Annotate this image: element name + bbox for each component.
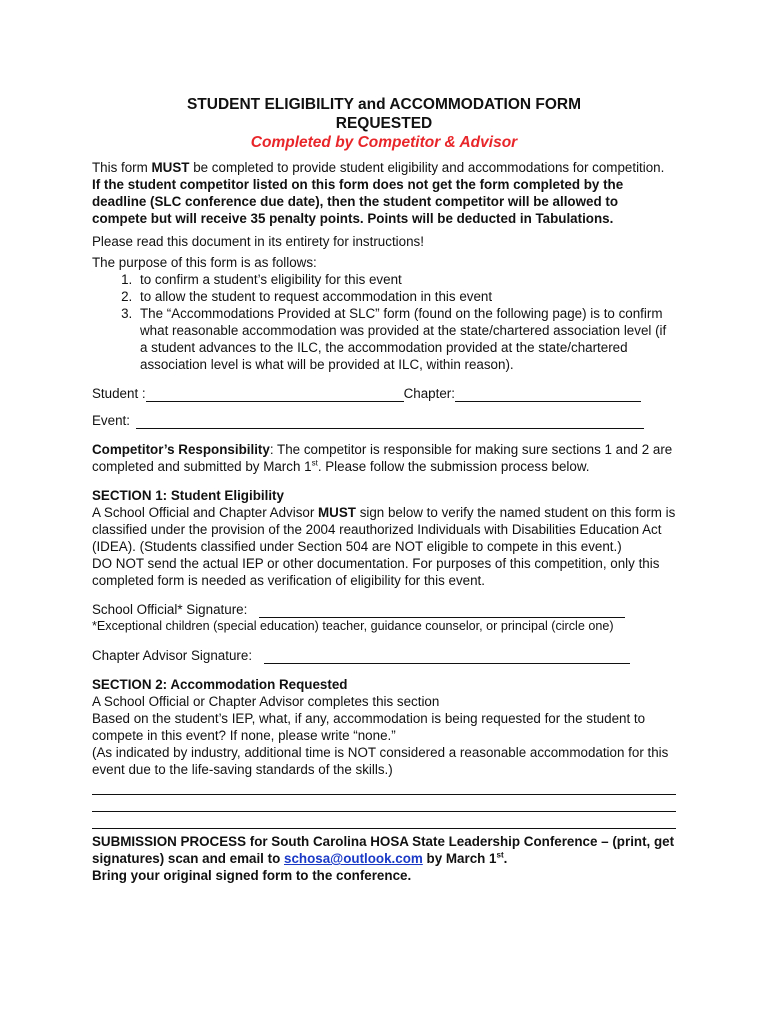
email-link[interactable]: schosa@outlook.com (284, 851, 423, 866)
section1-paragraph-2: DO NOT send the actual IEP or other documentation. For purposes of this competition, only this completed form is needed as verification of eligibility for this event. (92, 556, 660, 588)
purpose-list (92, 271, 676, 373)
intro-paragraph (92, 159, 676, 227)
responsibility-text-b: . Please follow the submission process below. (317, 459, 590, 474)
event-row (92, 412, 676, 429)
event-field[interactable] (136, 414, 644, 429)
purpose-item-2: 2. to allow the student to request accommodation in this event (136, 288, 676, 305)
responsibility-sup: st (311, 458, 318, 468)
section1-paragraph-1 (92, 504, 676, 555)
section1-must: MUST (318, 505, 356, 520)
submission-text-a: SUBMISSION PROCESS for South Carolina HOSA State Leadership Conference – (print, get signatures) scan and email to (92, 834, 675, 866)
official-note: *Exceptional children (special education) teacher, guidance counselor, or principal (circle one) (92, 619, 614, 633)
intro-warning: If the student competitor listed on this form does not get the form completed by the deadline (SLC conference due date), then the student competitor will be allowed to compete but will receive 35 penalty points. Points will be deducted in Tabulations. (92, 177, 624, 226)
student-chapter-row (92, 385, 676, 402)
intro-text-1: This form (92, 160, 152, 175)
purpose-item-1: 1. to confirm a student’s eligibility for this event (136, 271, 676, 288)
chapter-label: Chapter: (403, 386, 455, 401)
form-subtitle: Completed by Competitor & Advisor (250, 134, 518, 151)
submission-sup: st (496, 850, 504, 860)
accommodation-line-2[interactable] (92, 795, 676, 812)
form-page (92, 95, 676, 884)
section1-heading: SECTION 1: Student Eligibility (92, 488, 284, 503)
submission-paragraph (92, 833, 676, 867)
section1-text-a: A School Official and Chapter Advisor (92, 505, 319, 520)
section2-line-2: Based on the student’s IEP, what, if any, accommodation is being requested for the student to compete in this event? If none, please write “none.” (92, 711, 646, 743)
event-label: Event: (92, 413, 130, 428)
student-field[interactable] (146, 387, 404, 402)
advisor-signature-label: Chapter Advisor Signature: (92, 648, 253, 663)
intro-text-2: be completed to provide student eligibility and accommodations for competition. (189, 160, 665, 175)
purpose-item-3: 3. The “Accommodations Provided at SLC” form (found on the following page) is to confirm what reasonable accommodation was provided at the state/chartered association level (if a student advances to the ILC, the accommodation provided at the state/chartered association level is what will be provided at ILC, within reason). (136, 305, 676, 373)
student-label: Student : (92, 386, 146, 401)
submission-line-2: Bring your original signed form to the conference. (92, 868, 412, 883)
form-title (92, 95, 676, 133)
accommodation-line-1[interactable] (92, 778, 676, 795)
section2-line-1: A School Official or Chapter Advisor completes this section (92, 694, 440, 709)
advisor-signature-field[interactable] (264, 649, 630, 664)
official-signature-field[interactable] (259, 603, 625, 618)
title-line-2: REQUESTED (335, 115, 433, 132)
read-notice: Please read this document in its entirety for instructions! (92, 234, 424, 249)
accommodation-line-3[interactable] (92, 812, 676, 829)
section2-line-3: (As indicated by industry, additional time is NOT considered a reasonable accommodation for this event due to the life-saving standards of the skills.) (92, 745, 669, 777)
submission-text-b: by March 1 (422, 851, 497, 866)
advisor-signature-row (92, 647, 676, 664)
submission-text-c: . (503, 851, 508, 866)
intro-must: MUST (151, 160, 190, 175)
section1-text-b: sign below to verify the named student on this form is classified under the provision of the 2004 reauthorized Individuals with Disabilities Education Act (IDEA). (Students classified under Section 504 are NOT eligible to compete in this event.) (92, 505, 676, 554)
chapter-field[interactable] (455, 387, 641, 402)
title-line-1: STUDENT ELIGIBILITY and ACCOMMODATION FORM (186, 96, 582, 113)
responsibility-paragraph (92, 441, 676, 475)
purpose-heading: The purpose of this form is as follows: (92, 255, 317, 270)
official-signature-label: School Official* Signature: (92, 602, 248, 617)
section2-heading: SECTION 2: Accommodation Requested (92, 677, 348, 692)
official-signature-row (92, 601, 676, 618)
responsibility-label: Competitor’s Responsibility (92, 442, 270, 457)
responsibility-text-a: : The competitor is responsible for making sure sections 1 and 2 are completed and submitted by March 1 (92, 442, 673, 474)
